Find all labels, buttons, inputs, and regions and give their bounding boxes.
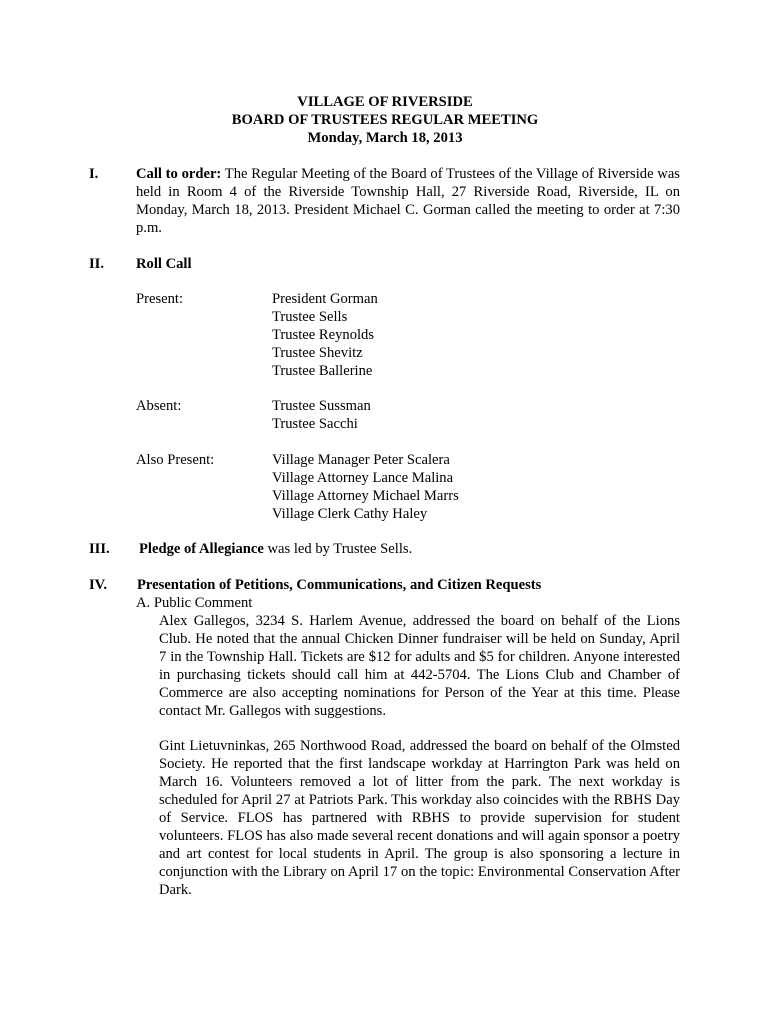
present-member: Trustee Reynolds [272,327,375,343]
present-member: President Gorman [272,291,378,307]
roll-call-title: Roll Call [136,256,192,272]
section-number-ii: II. [89,256,105,272]
present-list [272,290,378,380]
also-present-member: Village Attorney Michael Marrs [272,488,459,504]
petitions-title: Presentation of Petitions, Communications, and Citizen Requests [137,577,542,593]
also-present-member: Village Attorney Lance Malina [272,470,454,486]
absent-label: Absent: [136,398,182,414]
also-present-label: Also Present: [136,452,215,468]
pledge-title: Pledge of Allegiance [139,541,264,557]
document-header [0,93,770,147]
public-comment-paragraph: Alex Gallegos, 3234 S. Harlem Avenue, addressed the board on behalf of the Lions Club. He noted that the annual Chicken Dinner fundraiser will be held on Sunday, April 7 in the Township Hall. Tickets are $12 for adults and $5 for children. Anyone interested in purchasing tickets should call him at 442-5704. The Lions Club and Chamber of Commerce are also accepting nominations for Person of the Year at this time. Please contact Mr. Gallegos with suggestions. [159,613,680,719]
public-comment-label: A. Public Comment [136,595,253,611]
present-member: Trustee Shevitz [272,345,363,361]
absent-list [272,397,371,433]
also-present-member: Village Manager Peter Scalera [272,452,450,468]
absent-member: Trustee Sussman [272,398,371,414]
present-member: Trustee Sells [272,309,348,325]
public-comment-paragraph: Gint Lietuvninkas, 265 Northwood Road, addressed the board on behalf of the Olmsted Society. He reported that the first landscape workday at Harrington Park was held on March 16. Volunteers removed a lot of litter from the park. The next workday is scheduled for April 27 at Patriots Park. This workday also coincides with the RBHS Day of Service. FLOS has partnered with RBHS to provide supervision for student volunteers. FLOS has also made several recent donations and will again sponsor a poetry and art contest for local students in April. The group is also sponsoring a lecture in conjunction with the Library on April 17 on the topic: Environmental Conservation After Dark. [159,738,680,898]
present-member: Trustee Ballerine [272,363,373,379]
also-present-member: Village Clerk Cathy Haley [272,506,428,522]
present-label: Present: [136,291,184,307]
section-number-i: I. [89,166,99,182]
header-subtitle: BOARD OF TRUSTEES REGULAR MEETING [231,112,539,128]
section-number-iii: III. [89,541,110,557]
absent-member: Trustee Sacchi [272,416,358,432]
call-to-order-text: The Regular Meeting of the Board of Trustees of the Village of Riverside was held in Room 4 of the Riverside Township Hall, 27 Riverside Road, Riverside, IL on Monday, March 18, 2013. President Michael C. Gorman called the meeting to order at 7:30 p.m. [136,166,680,236]
section-call-to-order [136,165,680,237]
also-present-list [272,451,459,523]
section-number-iv: IV. [89,577,107,593]
section-pledge [139,540,683,558]
call-to-order-title: Call to order: [136,166,222,182]
header-date: Monday, March 18, 2013 [307,130,463,146]
header-title: VILLAGE OF RIVERSIDE [297,94,473,110]
pledge-text: was led by Trustee Sells. [263,541,413,557]
